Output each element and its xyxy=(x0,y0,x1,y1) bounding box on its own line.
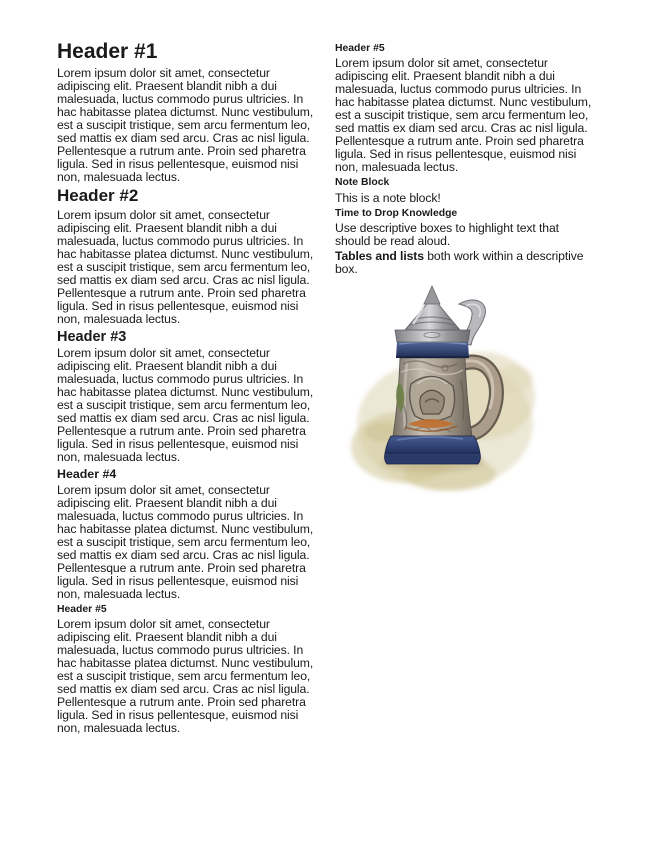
note-block-text: This is a note block! xyxy=(335,190,441,205)
section-heading-5b: Header #5 xyxy=(335,43,385,54)
stein-blue-band xyxy=(396,342,469,358)
note-block-heading: Note Block xyxy=(335,177,390,189)
section-heading-5: Header #5 xyxy=(57,603,107,615)
stein-lid xyxy=(395,286,470,342)
stein-body xyxy=(393,358,472,436)
section-heading-3: Header #3 xyxy=(57,328,127,345)
section-paragraph-5: Lorem ipsum dolor sit amet, consectetur adipiscing elit. Praesent blandit nibh a dui malesuada, luctus commodo purus ultricies. In hac habitasse platea dictumst. Nunc vestibulum, est a suscipit tristique, sem arcu fermentum leo, sed mattis ex diam sed arcu. Cras ac nisl ligula. Pellentesque a rutrum ante. Proin sed pharetra ligula. Sed in risus pellentesque, euismod nisi non, malesuada lectus. xyxy=(57,617,314,736)
section-heading-2: Header #2 xyxy=(57,186,139,206)
section-heading-4: Header #4 xyxy=(57,467,117,482)
knowledge-heading: Time to Drop Knowledge xyxy=(335,207,458,219)
section-paragraph-2: Lorem ipsum dolor sit amet, consectetur adipiscing elit. Praesent blandit nibh a dui malesuada, luctus commodo purus ultricies. In hac habitasse platea dictumst. Nunc vestibulum, est a suscipit tristique, sem arcu fermentum leo, sed mattis ex diam sed arcu. Cras ac nisl ligula. Pellentesque a rutrum ante. Proin sed pharetra ligula. Sed in risus pellentesque, euismod nisi non, malesuada lectus. xyxy=(57,207,314,326)
section-paragraph-1: Lorem ipsum dolor sit amet, consectetur adipiscing elit. Praesent blandit nibh a dui malesuada, luctus commodo purus ultricies. In hac habitasse platea dictumst. Nunc vestibulum, est a suscipit tristique, sem arcu fermentum leo, sed mattis ex diam sed arcu. Cras ac nisl ligula. Pellentesque a rutrum ante. Proin sed pharetra ligula. Sed in risus pellentesque, euismod nisi non, malesuada lectus. xyxy=(57,66,314,185)
tables-note-rest: both work within a descriptive box. xyxy=(335,249,584,277)
tables-note-bold: Tables and lists xyxy=(335,249,424,264)
tables-note xyxy=(335,250,595,276)
beer-stein-illustration xyxy=(345,284,545,496)
section-paragraph-4: Lorem ipsum dolor sit amet, consectetur adipiscing elit. Praesent blandit nibh a dui malesuada, luctus commodo purus ultricies. In hac habitasse platea dictumst. Nunc vestibulum, est a suscipit tristique, sem arcu fermentum leo, sed mattis ex diam sed arcu. Cras ac nisl ligula. Pellentesque a rutrum ante. Proin sed pharetra ligula. Sed in risus pellentesque, euismod nisi non, malesuada lectus. xyxy=(57,482,314,601)
stein-foot xyxy=(385,436,481,464)
section-paragraph-3: Lorem ipsum dolor sit amet, consectetur adipiscing elit. Praesent blandit nibh a dui malesuada, luctus commodo purus ultricies. In hac habitasse platea dictumst. Nunc vestibulum, est a suscipit tristique, sem arcu fermentum leo, sed mattis ex diam sed arcu. Cras ac nisl ligula. Pellentesque a rutrum ante. Proin sed pharetra ligula. Sed in risus pellentesque, euismod nisi non, malesuada lectus. xyxy=(57,346,314,465)
section-paragraph-5b: Lorem ipsum dolor sit amet, consectetur adipiscing elit. Praesent blandit nibh a dui malesuada, luctus commodo purus ultricies. In hac habitasse platea dictumst. Nunc vestibulum, est a suscipit tristique, sem arcu fermentum leo, sed mattis ex diam sed arcu. Cras ac nisl ligula. Pellentesque a rutrum ante. Proin sed pharetra ligula. Sed in risus pellentesque, euismod nisi non, malesuada lectus. xyxy=(335,56,592,175)
section-heading-1: Header #1 xyxy=(57,40,158,63)
right-column xyxy=(335,40,595,844)
knowledge-text: Use descriptive boxes to highlight text that should be read aloud. xyxy=(335,221,559,249)
left-column xyxy=(57,40,317,844)
